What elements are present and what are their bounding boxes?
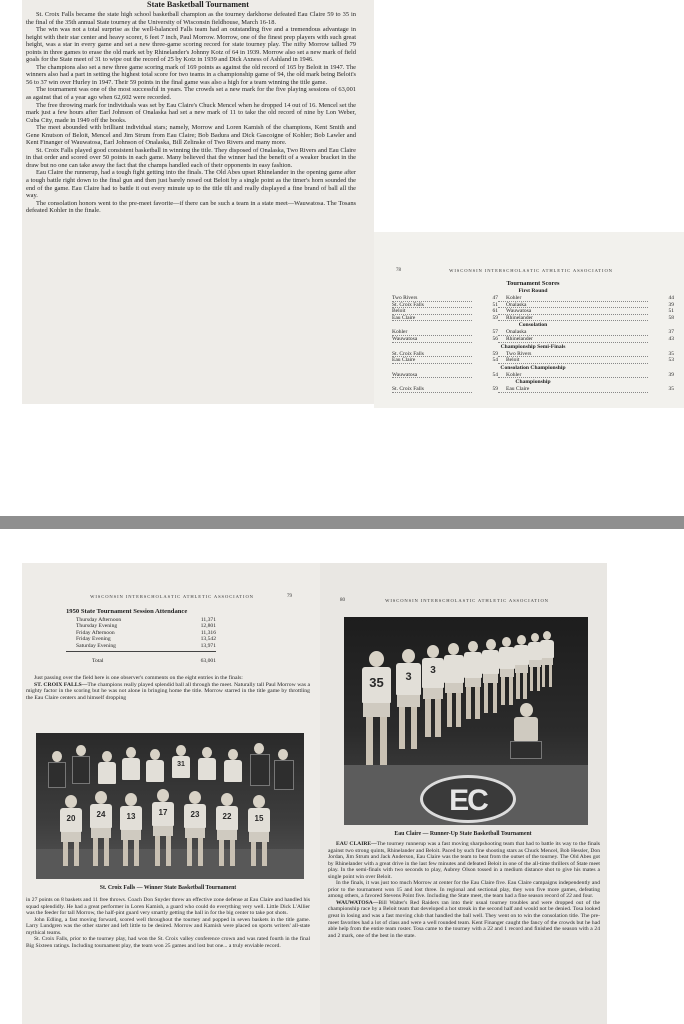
score: 61: [492, 308, 498, 315]
score: 39: [668, 371, 674, 378]
emblem-letters: EC: [449, 784, 487, 817]
table-title: Tournament Scores: [506, 280, 560, 287]
team-name: Beloit: [392, 308, 472, 315]
paragraph-text: Bill Walter's Red Raiders ran into their usual tourney troubles and were dropped out of the championship race by a Beloit team that developed a hot streak in the second half and would not be denied. Tosa looked great in losing and was a fast moving club that handled the ball well. They went on to win the consolation title. The pre-meet favorites had a lot of class and were a well rounded team. Kent Finanger caught the fancy of the crowds but he had able help from the entire team roster. Tosa came to the tourney with a 22 and 1 record and finished the season with a 24 and 2 mark, one of the best in the state.: [328, 899, 600, 939]
attendance-table: [66, 608, 266, 665]
team-name: Wauwatosa: [392, 372, 472, 379]
running-header-text: WISCONSIN INTERSCHOLASTIC ATHLETIC ASSOCIATION: [90, 594, 254, 599]
score: 47: [492, 295, 498, 301]
paragraph: [328, 841, 600, 880]
jersey-number: 20: [66, 814, 76, 823]
team-name: Rhinelander: [498, 336, 648, 343]
team-name: Eau Claire: [392, 315, 472, 322]
paragraph: [328, 900, 600, 939]
team-lead: WAUWATOSA—: [336, 899, 379, 906]
divider-bar: [0, 516, 684, 529]
team-name: Kohler: [392, 329, 472, 336]
team-name: Eau Claire: [498, 386, 648, 393]
article-body: [26, 897, 310, 949]
jersey-number: 13: [126, 812, 136, 821]
total-rule: [66, 651, 216, 652]
paragraph: The tournament was one of the most successful in years. The crowds set a new mark for the five playing sessions of 63,001 as against that of a year ago when 62,602 were recorded.: [26, 86, 356, 102]
team-name: Two Rivers: [392, 295, 472, 302]
team-name: Beloit: [498, 357, 648, 364]
table-row: [392, 357, 674, 364]
table-row: [392, 302, 674, 309]
score: 51: [668, 308, 674, 315]
page-number: 78: [396, 268, 401, 273]
photo-caption: Eau Claire — Runner-Up State Basketball Tournament: [394, 831, 532, 837]
team-photo-eau-claire: [344, 617, 588, 825]
team-lead: EAU CLAIRE—: [336, 841, 377, 847]
running-header: [396, 268, 666, 273]
jersey-number: 3: [430, 665, 436, 676]
score: 39: [668, 301, 674, 308]
jersey-number: 23: [190, 810, 200, 819]
attendance-total-row: [66, 657, 266, 665]
team-lead: ST. CROIX FALLS—: [34, 681, 88, 688]
court-emblem: [420, 775, 516, 823]
team-name: Kohler: [498, 372, 648, 379]
paragraph: The champions also set a new three game scoring mark of 169 points as against the old record of 165 by Beloit in 1947. The winners also had a part in setting the highest total score for two teams in a championship game of 94, the old mark being Beloit's 56 to 37 win over Hurley in 1947. Their 59 points in the final game was also a high for a team winning the title game.: [26, 63, 356, 86]
attendance-row: [66, 643, 266, 649]
round-heading: Consolation Championship: [500, 364, 566, 371]
team-name: Rhinelander: [498, 315, 648, 322]
jersey-number: 17: [158, 808, 168, 817]
session-label: Saturday Evening: [76, 642, 116, 649]
page-80-scan: [320, 563, 607, 1024]
session-value: 11,371: [200, 617, 216, 623]
page-78-scan: [374, 232, 684, 408]
page-number: 80: [340, 598, 345, 603]
score: 35: [668, 350, 674, 357]
running-header-text: WISCONSIN INTERSCHOLASTIC ATHLETIC ASSOCIATION: [449, 268, 613, 273]
table-row: [392, 308, 674, 315]
session-label: Friday Evening: [76, 636, 111, 643]
page-79-scan: [22, 563, 320, 1024]
paragraph: in 27 points on 8 baskets and 11 free throws. Coach Don Snyder threw an effective zone defense at Eau Claire and handled his squad splendidly. He had a great performer in Loren Kamish, a guard who could do everything very well. Little Dick L'Allier was the feeder for tall Morrow, the half-pint guard very smartly getting the ball in for the big center to take pot shots.: [26, 897, 310, 917]
page-77-scan: [22, 0, 374, 404]
team-name: St. Croix Falls: [392, 351, 472, 358]
tournament-scores-table: [392, 280, 674, 393]
table-row: [392, 336, 674, 343]
paragraph: [26, 682, 310, 702]
total-value: 63,001: [200, 657, 216, 664]
score: 35: [668, 386, 674, 393]
paragraph: The free throwing mark for individuals was set by Eau Claire's Chuck Mencel when he dropped 14 out of 16. Mencel set the mark just a few hours after Earl Johnson of Onalaska had set a new mark of 11 to take the old record of nine by Lon Weber, Cuba City, made in 1949 off the books.: [26, 101, 356, 124]
paragraph: The win was not a total surprise as the well-balanced Falls team had an outstanding five and a tremendous advantage in height with their star center and heavy scorer, 6 feet 7 inch, Paul Morrow. Morrow, one of the finest prep players with such great height, was a star in every game and set a new three-game scoring record for state tourney play. The nifty Morrow tallied 79 points in three games to erase the old mark set by Rhinelander's Johnny Kotz of 64 in 1939. Morrow also set a new mark of field goals for the State meet of 31 to wipe out the record of 25 by Kotz in 1939 and Dick Axness of Ashland in 1946.: [26, 26, 356, 64]
score: 56: [492, 335, 498, 342]
table-row: [392, 386, 674, 393]
paragraph-text: The champions really played splendid ball all through the meet. Naturally tall Paul Morrow was a mighty factor in the scoring but he was not alone in bringing home the title. Morrow starred in the title game by throttling the Eau Claire centers and himself dropping: [26, 681, 310, 701]
session-value: 13,971: [200, 642, 216, 649]
attendance-title: 1950 State Tournament Session Attendance: [66, 608, 188, 615]
photo-caption: St. Croix Falls — Winner State Basketball Tournament: [99, 885, 237, 891]
table-row: [392, 329, 674, 336]
team-name: Kohler: [498, 295, 648, 302]
jersey-number: 3: [405, 671, 412, 683]
team-name: Two Rivers: [498, 351, 648, 358]
session-value: 13,542: [200, 636, 216, 643]
paragraph: St. Croix Falls played good consistent basketball in winning the title. They disposed of Onalaska, Two Rivers and Eau Claire in that order and scored over 50 points in each game. Many believed that the winner had the benefit of a weaker bracket in the draw but no one can take away the fact that the champs handled each of their opponents in easy fashion.: [26, 146, 356, 169]
session-label: Thursday Evening: [76, 623, 118, 630]
round-heading: Consolation: [518, 322, 548, 329]
table-row: [392, 315, 674, 322]
team-name: Onalaska: [498, 329, 648, 336]
table-row: [392, 351, 674, 358]
team-comments-intro: [26, 675, 310, 701]
team-photo-st-croix-falls: [36, 733, 304, 879]
table-row: [392, 372, 674, 379]
score: 59: [492, 314, 498, 321]
round-heading: Championship: [515, 379, 551, 386]
paragraph: Eau Claire the runnerup, had a tough fight getting into the finals. The Old Abes upset Rhinelander in the opening game after a tough battle right down to the final gun and then just barely nosed out Beloit by a single point as the timer's horn sounded the end of the game. Eau Claire had to battle it out every minute up to the title tilt and really displayed a fine brand of ball all the way.: [26, 169, 356, 200]
paragraph: John Edling, a fast moving forward, scored well throughout the tourney and popped in seven baskets in the title game. Larry Lundgren was the other starter and left little to be desired. Morrow and Kamish were placed on sports writers' all-state mythical teams.: [26, 916, 310, 936]
score: 54: [492, 371, 498, 378]
session-value: 11,316: [200, 629, 216, 636]
running-header: [340, 598, 594, 603]
session-label: Thursday Afternoon: [76, 617, 122, 623]
table-row: [392, 295, 674, 302]
score: 58: [668, 314, 674, 321]
total-label: Total: [92, 657, 104, 664]
paragraph-text: The tourney runnerup was a fast moving sharpshooting team that had to battle its way to the finals against two strong quints, Rhinelander and Beloit. Paced by such fine shooting stars as Chuck Mencel, Bob Hessler, Don Jordan, Jim Strum and Jack Anderson, Eau Claire was the team to beat from the outset of the tourney. The Old Abes got by Rhinelander with a great drive in the last few minutes and defeated Beloit in one of the all-time thrillers of State meet play. In the semi-finals with two seconds to play, Aubrey Olson tossed in a medium distance shot to give his mates a single point win over Beloit.: [328, 841, 600, 880]
paragraph: The meet abounded with brilliant individual stars; namely, Morrow and Loren Kamish of the champions, Kent Smith and Gene Knutson of Beloit, Mencel and Jim Strum from Eau Claire; Bob Badura and Dick Gascoigne of Kohler; Bob Lawler and Kent Finanger of Wauwatosa, Earl Johnson of Onalaska, Bill Zelinske of Two Rivers and many more.: [26, 124, 356, 147]
score: 37: [668, 329, 674, 336]
page-number: 79: [287, 594, 292, 599]
round-heading: Championship Semi-Finals: [500, 343, 566, 350]
team-name: Onalaska: [498, 302, 648, 309]
paragraph: St. Croix Falls became the state high school basketball champion as the tourney darkhorse defeated Eau Claire 59 to 35 in the final of the 35th annual State tourney at the University of Wisconsin fieldhouse, March 16-18.: [26, 11, 356, 26]
session-label: Friday Afternoon: [76, 629, 115, 636]
team-name: St. Croix Falls: [392, 302, 472, 309]
team-name: St. Croix Falls: [392, 386, 472, 393]
paragraph: The consolation honors went to the pre-meet favorite—if there can be such a team in a state meet—Wauwatosa. The Tosans defeated Kohler in the finale.: [26, 199, 356, 215]
score: 53: [668, 357, 674, 364]
jersey-number: 35: [369, 675, 384, 690]
team-name: Eau Claire: [392, 357, 472, 364]
jersey-number: 24: [96, 810, 106, 819]
jersey-number: 15: [254, 814, 264, 823]
score: 59: [492, 386, 498, 393]
score: 59: [492, 350, 498, 357]
round-heading: First Round: [518, 288, 548, 294]
score: 44: [668, 295, 674, 301]
team-name: Wauwatosa: [498, 308, 648, 315]
article-body: [328, 841, 600, 939]
paragraph: Just passing over the field here is one observer's comments on the eight entries in the finals:: [34, 675, 243, 681]
team-name: Wauwatosa: [392, 336, 472, 343]
jersey-number: 22: [222, 812, 232, 821]
jersey-number: 31: [177, 761, 185, 768]
paragraph: In the finals, it was just too much Morrow at center for the Eau Claire five. Eau Claire campaigns independently and prior to the tournament won 15 and lost three. In regional and sectional play, they won five more games, defeating among others, a favored Stevens Point five. Including the State meet, the team had a fine season record of 22 and four.: [328, 880, 600, 900]
article-title: State Basketball Tournament: [147, 0, 249, 9]
article-body: [22, 9, 374, 215]
paragraph: St. Croix Falls, prior to the tourney play, had won the St. Croix valley conference crown and was rated fourth in the final Big Sixteen ratings. Including tournament play, the team won 25 games and lost but one... a truly enviable record.: [26, 936, 310, 949]
score: 43: [668, 335, 674, 342]
score: 57: [492, 329, 498, 336]
session-value: 12,801: [200, 623, 216, 630]
running-header-text: WISCONSIN INTERSCHOLASTIC ATHLETIC ASSOCIATION: [385, 598, 549, 603]
score: 51: [492, 301, 498, 308]
running-header: [52, 594, 292, 599]
score: 54: [492, 357, 498, 364]
